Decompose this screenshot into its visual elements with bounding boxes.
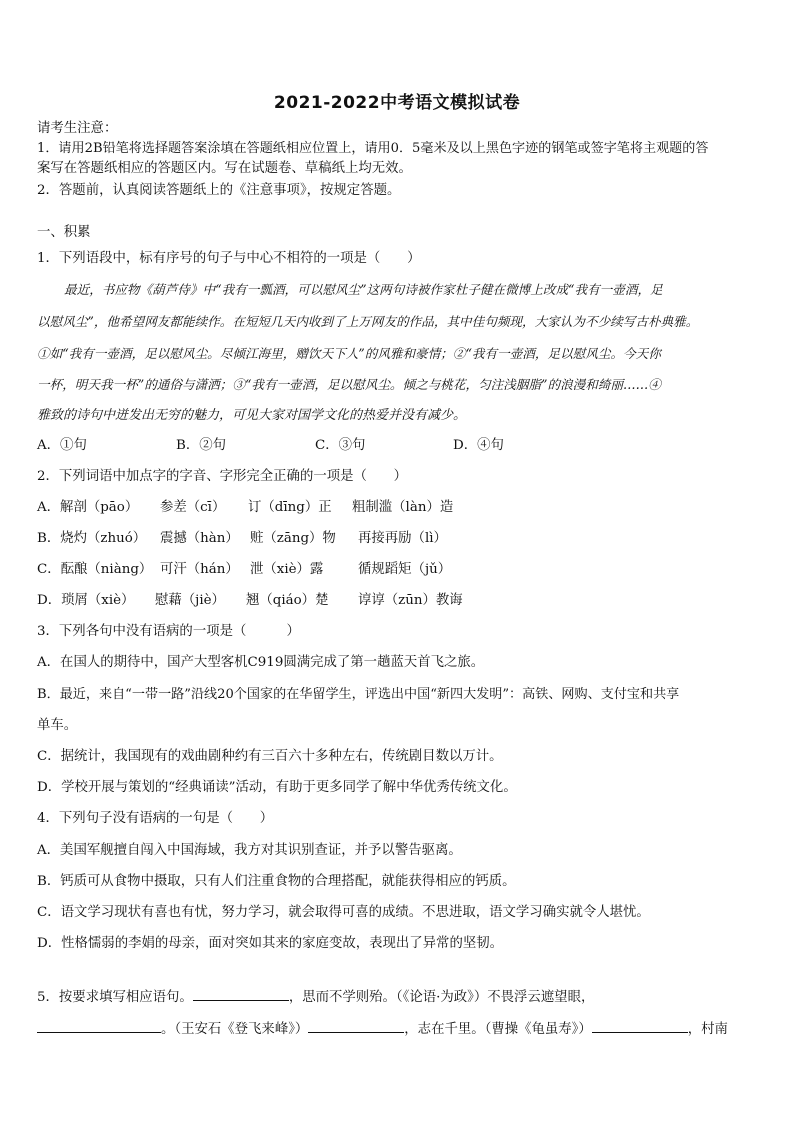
option-word: 慰藉（jiè） bbox=[155, 593, 225, 608]
option-c[interactable]: C．语文学习现状有喜也有忧，努力学习，就会取得可喜的成绩。不思进取，语文学习确实就令人堪忧。 bbox=[37, 905, 650, 920]
notice-heading: 请考生注意： bbox=[37, 121, 118, 136]
option-word: 赃（zāng）物 bbox=[250, 531, 336, 546]
option-word: 订（dīng）正 bbox=[248, 500, 332, 515]
fill-in-line bbox=[37, 1019, 728, 1039]
exam-title: 2021-2022中考语文模拟试卷 bbox=[273, 93, 521, 113]
option-a[interactable]: A．美国军舰擅自闯入中国海域，我方对其识别查证，并予以警告驱离。 bbox=[37, 843, 462, 858]
option-a[interactable]: A．在国人的期待中，国产大型客机C919圆满完成了第一趟蓝天首飞之旅。 bbox=[37, 655, 485, 670]
option-b[interactable]: B．②句 bbox=[176, 438, 227, 453]
option-a[interactable]: A．①句 bbox=[37, 438, 87, 453]
fill-in-text: 。（王安石《登飞来峰》） bbox=[161, 1022, 309, 1037]
option-d[interactable]: D．学校开展与策划的“经典诵读”活动，有助于更多同学了解中华优秀传统文化。 bbox=[37, 780, 517, 795]
option-a[interactable]: A．解剖（pāo） bbox=[37, 500, 139, 515]
option-word: 泄（xiè）露 bbox=[250, 562, 324, 577]
fill-in-text: ，思而不学则殆。（《论语·为政》）不畏浮云遮望眼， bbox=[288, 990, 595, 1005]
question-stem: 5．按要求填写相应语句。 bbox=[37, 990, 193, 1005]
passage-line: ①如“我有一壶酒，足以慰风尘。尽倾江海里，赠饮天下人”的风雅和豪情；②“我有一壶酒，足以慰风尘。今天你 bbox=[37, 346, 661, 361]
option-word: 参差（cī） bbox=[160, 500, 226, 515]
option-d[interactable]: D．琐屑（xiè） bbox=[37, 593, 135, 608]
option-word: 可汗（hán） bbox=[160, 562, 239, 577]
question-stem: 4．下列句子没有语病的一句是（ ） bbox=[37, 811, 274, 826]
option-word: 谆谆（zūn）教诲 bbox=[358, 593, 463, 608]
notice-item: 1．请用2B铅笔将选择题答案涂填在答题纸相应位置上，请用0．5毫米及以上黑色字迹的钢笔或签字笔将主观题的答 bbox=[37, 141, 709, 156]
passage-line: 最近，书应物《葫芦侍》中“我有一瓢酒，可以慰风尘”这两句诗被作家杜子健在微博上改成“我有一壶酒，足 bbox=[64, 282, 663, 297]
passage-line: 雅致的诗句中迸发出无穷的魅力，可见大家对国学文化的热爱并没有减少。 bbox=[37, 408, 467, 423]
option-c[interactable]: C．③句 bbox=[315, 438, 366, 453]
option-word: 再接再励（lì） bbox=[358, 531, 447, 546]
option-c[interactable]: C．据统计，我国现有的戏曲剧种约有三百六十多种左右，传统剧目数以万计。 bbox=[37, 749, 503, 764]
passage-line: 以慰风尘”，他希望网友都能续作。在短短几天内收到了上万网友的作品，其中佳句频现，大家认为不少续写古朴典雅。 bbox=[37, 314, 699, 329]
option-b[interactable]: B．钙质可从食物中摄取，只有人们注重食物的合理搭配，就能获得相应的钙质。 bbox=[37, 874, 516, 889]
question-stem: 1．下列语段中，标有序号的句子与中心不相符的一项是（ ） bbox=[37, 251, 421, 266]
option-b[interactable]: B．最近，来自“一带一路”沿线20个国家的在华留学生，评选出中国“新四大发明”：高铁、网购、支付宝和共享 bbox=[37, 687, 680, 702]
fill-in-text: ，村南 bbox=[687, 1022, 728, 1037]
notice-item: 2．答题前，认真阅读答题纸上的《注意事项》，按规定答题。 bbox=[37, 183, 401, 198]
answer-blank[interactable] bbox=[37, 1019, 161, 1033]
passage-line: 一杯，明天我一杯”的通俗与潇洒；③“我有一壶酒，足以慰风尘。倾之与桃花，匀注浅胭脂”的浪漫和绮丽……④ bbox=[37, 377, 661, 392]
answer-blank[interactable] bbox=[592, 1019, 688, 1033]
option-word: 粗制滥（làn）造 bbox=[352, 500, 454, 515]
fill-in-text: ，志在千里。（曹操《龟虽寿》） bbox=[404, 1022, 592, 1037]
option-word: 循规蹈矩（jǔ） bbox=[358, 562, 452, 577]
option-word: 震撼（hàn） bbox=[160, 531, 239, 546]
answer-blank[interactable] bbox=[193, 987, 289, 1001]
option-b[interactable]: B．烧灼（zhuó） bbox=[37, 531, 147, 546]
option-d[interactable]: D．性格懦弱的李娟的母亲，面对突如其来的家庭变故，表现出了异常的坚韧。 bbox=[37, 936, 504, 951]
option-d[interactable]: D．④句 bbox=[453, 438, 504, 453]
question-stem: 3．下列各句中没有语病的一项是（ ） bbox=[37, 624, 300, 639]
option-c[interactable]: C．酝酿（niàng） bbox=[37, 562, 153, 577]
question-stem: 2．下列词语中加点字的字音、字形完全正确的一项是（ ） bbox=[37, 469, 408, 484]
notice-item: 案写在答题纸相应的答题区内。写在试题卷、草稿纸上均无效。 bbox=[37, 161, 412, 176]
fill-in-line bbox=[37, 987, 594, 1007]
section-heading: 一、积累 bbox=[37, 225, 91, 240]
option-b-continued: 单车。 bbox=[37, 718, 78, 733]
option-word: 翘（qiáo）楚 bbox=[246, 593, 329, 608]
answer-blank[interactable] bbox=[308, 1019, 404, 1033]
